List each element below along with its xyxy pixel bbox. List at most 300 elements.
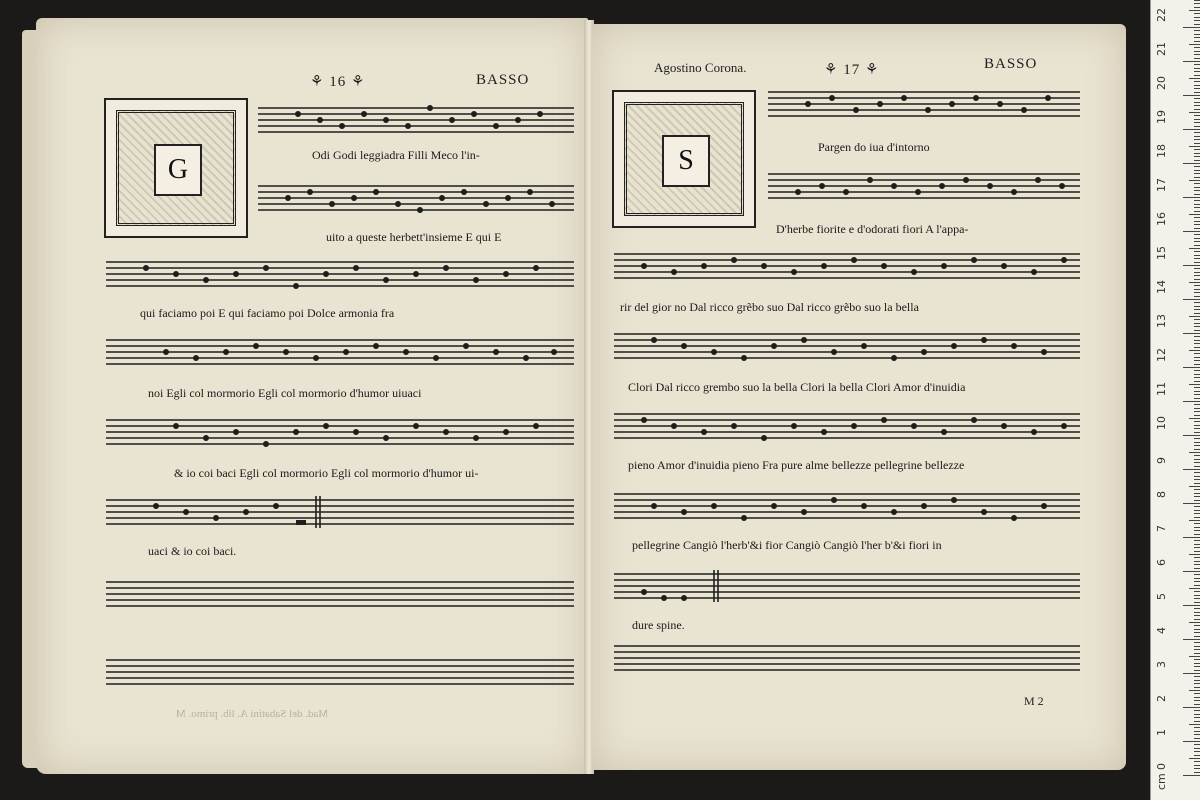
ruler-tick (1194, 751, 1200, 752)
ruler-tick (1194, 602, 1200, 603)
ruler-tick (1183, 333, 1200, 334)
lyric-right-3: rir del gior no Dal ricco grẽbo suo Dal ricco grẽbo suo la bella (620, 300, 919, 314)
ruler-tick (1194, 700, 1200, 701)
ruler-tick (1194, 517, 1200, 518)
ruler-label: 0 (1155, 763, 1168, 770)
ruler-tick (1194, 102, 1200, 103)
ruler-tick (1183, 197, 1200, 198)
ruler-tick (1194, 670, 1200, 671)
ruler-tick (1194, 500, 1200, 501)
ruler-tick (1194, 459, 1200, 460)
ruler-tick (1194, 649, 1200, 650)
ruler-tick (1194, 24, 1200, 25)
ruler-tick (1194, 20, 1200, 21)
signature-mark: M 2 (1024, 694, 1044, 708)
ruler-tick (1194, 207, 1200, 208)
ruler-tick (1194, 513, 1200, 514)
ruler-tick (1194, 693, 1200, 694)
ruler-tick (1194, 30, 1200, 31)
ruler-tick (1183, 265, 1200, 266)
lyric-left-2: uito a queste herbett'insieme E qui E (326, 230, 502, 244)
staff-right-4 (614, 330, 1080, 364)
ruler-tick (1183, 605, 1200, 606)
ruler-tick (1194, 262, 1200, 263)
ruler-tick (1194, 561, 1200, 562)
ruler-tick (1194, 629, 1200, 630)
ruler-label: 3 (1155, 661, 1168, 668)
ruler-tick (1189, 384, 1200, 385)
ruler-tick (1194, 595, 1200, 596)
ruler-label: 15 (1155, 246, 1168, 260)
ruler-tick (1194, 738, 1200, 739)
staff-right-5 (614, 410, 1080, 444)
ruler-tick (1194, 64, 1200, 65)
ruler-tick (1194, 194, 1200, 195)
ruler-tick (1194, 37, 1200, 38)
ruler-tick (1194, 224, 1200, 225)
ruler-tick (1194, 466, 1200, 467)
ruler-tick (1194, 115, 1200, 116)
ruler-tick (1194, 564, 1200, 565)
ruler-tick (1194, 387, 1200, 388)
ruler-tick (1183, 639, 1200, 640)
ruler-tick (1194, 370, 1200, 371)
ruler-tick (1194, 615, 1200, 616)
ruler-tick (1194, 428, 1200, 429)
ruler-label: 16 (1155, 212, 1168, 226)
ruler-tick (1194, 612, 1200, 613)
ruler-label: 8 (1155, 491, 1168, 498)
ruler-tick (1194, 527, 1200, 528)
ruler-tick (1194, 680, 1200, 681)
ruler-label: 4 (1155, 627, 1168, 634)
ruler-tick (1194, 744, 1200, 745)
ruler-tick (1183, 163, 1200, 164)
staff-left-3 (106, 258, 574, 292)
ruler-tick (1183, 299, 1200, 300)
ruler-tick (1194, 122, 1200, 123)
ruler-tick (1194, 704, 1200, 705)
ruler-tick (1194, 411, 1200, 412)
ruler-tick (1194, 455, 1200, 456)
ruler-tick (1194, 326, 1200, 327)
ruler-tick (1194, 139, 1200, 140)
ruler-tick (1194, 523, 1200, 524)
ruler-tick (1194, 377, 1200, 378)
ruler-tick (1194, 727, 1200, 728)
ruler-tick (1194, 761, 1200, 762)
ruler-tick (1194, 659, 1200, 660)
ruler-tick (1194, 625, 1200, 626)
ruler-tick (1194, 309, 1200, 310)
left-page (36, 18, 588, 774)
ruler-label: 2 (1155, 695, 1168, 702)
ruler-tick (1194, 353, 1200, 354)
measuring-ruler (1150, 0, 1200, 800)
staff-right-1 (768, 88, 1080, 122)
ruler-label: 20 (1155, 76, 1168, 90)
ruler-tick (1194, 190, 1200, 191)
ruler-tick (1194, 557, 1200, 558)
ruler-tick (1189, 690, 1200, 691)
ruler-tick (1189, 282, 1200, 283)
ruler-tick (1194, 357, 1200, 358)
ruler-tick (1189, 180, 1200, 181)
right-page-number-text: 17 (843, 62, 861, 78)
ruler-tick (1183, 367, 1200, 368)
ruler-tick (1189, 758, 1200, 759)
ruler-tick (1194, 292, 1200, 293)
ruler-tick (1194, 608, 1200, 609)
ruler-label: 9 (1155, 457, 1168, 464)
lyric-left-3: qui faciamo poi E qui faciamo poi Dolce armonia fra (140, 306, 395, 320)
staff-left-6 (106, 496, 574, 530)
ruler-tick (1189, 588, 1200, 589)
ruler-tick (1194, 687, 1200, 688)
ruler-tick (1194, 534, 1200, 535)
decorated-initial-g (104, 98, 248, 238)
ruler-tick (1194, 160, 1200, 161)
ruler-tick (1194, 177, 1200, 178)
ruler-tick (1189, 78, 1200, 79)
ruler-tick (1194, 336, 1200, 337)
ruler-tick (1194, 391, 1200, 392)
ruler-tick (1194, 415, 1200, 416)
left-page-number (310, 72, 365, 91)
ruler-tick (1194, 598, 1200, 599)
ruler-tick (1194, 275, 1200, 276)
right-voice-label: BASSO (984, 56, 1038, 72)
ruler-tick (1194, 58, 1200, 59)
ruler-tick (1194, 173, 1200, 174)
lyric-left-5: & io coi baci Egli col mormorio Egli col mormorio d'humor ui- (174, 466, 479, 480)
ruler-label: 13 (1155, 314, 1168, 328)
initial-letter-g: G (154, 144, 202, 196)
ruler-tick (1183, 27, 1200, 28)
ruler-tick (1194, 676, 1200, 677)
ruler-tick (1194, 731, 1200, 732)
ruler-tick (1194, 408, 1200, 409)
ruler-tick (1183, 401, 1200, 402)
lyric-right-4: Clori Dal ricco grembo suo la bella Clori la bella Clori Amor d'inuidia (628, 380, 966, 394)
ruler-tick (1183, 707, 1200, 708)
ruler-tick (1194, 479, 1200, 480)
initial-letter-s: S (662, 135, 710, 187)
ruler-tick (1194, 425, 1200, 426)
ruler-tick (1194, 438, 1200, 439)
ruler-tick (1194, 3, 1200, 4)
ruler-tick (1189, 146, 1200, 147)
lyric-left-4: noi Egli col mormorio Egli col mormorio d'humor uiuaci (148, 386, 422, 400)
ruler-tick (1194, 381, 1200, 382)
ruler-tick (1194, 302, 1200, 303)
ruler-tick (1194, 540, 1200, 541)
ruler-label: 14 (1155, 280, 1168, 294)
ruler-tick (1189, 10, 1200, 11)
ruler-tick (1194, 578, 1200, 579)
ruler-tick (1194, 228, 1200, 229)
ruler-tick (1194, 530, 1200, 531)
decorated-initial-s (612, 90, 756, 228)
ruler-tick (1183, 231, 1200, 232)
ruler-tick (1194, 68, 1200, 69)
lyric-right-1: Pargen do iua d'intorno (818, 140, 930, 154)
ruler-tick (1194, 313, 1200, 314)
ruler-tick (1194, 632, 1200, 633)
ruler-tick (1194, 71, 1200, 72)
ruler-tick (1194, 238, 1200, 239)
ruler-tick (1183, 95, 1200, 96)
author-name: Agostino Corona. (654, 60, 747, 75)
ruler-tick (1194, 489, 1200, 490)
ruler-tick (1194, 683, 1200, 684)
ruler-tick (1194, 245, 1200, 246)
ruler-tick (1183, 435, 1200, 436)
ruler-tick (1194, 306, 1200, 307)
ruler-tick (1194, 445, 1200, 446)
ruler-tick (1189, 622, 1200, 623)
fleuron-icon: ⚘ (346, 74, 366, 90)
ruler-tick (1194, 398, 1200, 399)
ruler-tick (1194, 51, 1200, 52)
ruler-tick (1194, 765, 1200, 766)
left-voice-label: BASSO (476, 72, 530, 88)
ruler-tick (1194, 13, 1200, 14)
staff-right-2 (768, 170, 1080, 204)
lyric-left-1: Odi Godi leggiadra Filli Meco l'in- (312, 148, 480, 162)
ruler-tick (1194, 347, 1200, 348)
ruler-tick (1194, 211, 1200, 212)
ruler-tick (1194, 81, 1200, 82)
ruler-tick (1194, 41, 1200, 42)
ruler-tick (1194, 717, 1200, 718)
ruler-tick (1183, 61, 1200, 62)
ruler-tick (1194, 221, 1200, 222)
ruler-tick (1194, 483, 1200, 484)
ruler-tick (1194, 85, 1200, 86)
staff-left-2 (258, 182, 574, 216)
ruler-tick (1194, 289, 1200, 290)
ruler-tick (1194, 374, 1200, 375)
ruler-label: 11 (1155, 382, 1168, 396)
ruler-tick (1194, 105, 1200, 106)
ruler-tick (1194, 394, 1200, 395)
ruler-tick (1194, 714, 1200, 715)
ruler-tick (1183, 503, 1200, 504)
ruler-tick (1194, 272, 1200, 273)
ruler-tick (1189, 724, 1200, 725)
ruler-tick (1194, 143, 1200, 144)
ruler-tick (1194, 666, 1200, 667)
ruler-label: 19 (1155, 110, 1168, 124)
ruler-tick (1194, 285, 1200, 286)
ruler-tick (1194, 98, 1200, 99)
ruler-label: 17 (1155, 178, 1168, 192)
ruler-tick (1194, 330, 1200, 331)
ruler-label: 12 (1155, 348, 1168, 362)
ruler-tick (1194, 323, 1200, 324)
ruler-tick (1194, 653, 1200, 654)
fleuron-icon: ⚘ (310, 74, 330, 90)
ruler-label: 7 (1155, 525, 1168, 532)
right-page (592, 24, 1126, 770)
ruler-tick (1183, 775, 1200, 776)
ruler-tick (1194, 153, 1200, 154)
ruler-tick (1194, 156, 1200, 157)
ruler-tick (1194, 255, 1200, 256)
ruler-tick (1194, 364, 1200, 365)
staff-right-7 (614, 570, 1080, 604)
ruler-tick (1194, 126, 1200, 127)
ruler-tick (1189, 214, 1200, 215)
ruler-tick (1189, 418, 1200, 419)
ruler-tick (1194, 547, 1200, 548)
ruler-tick (1194, 0, 1200, 1)
ruler-tick (1194, 493, 1200, 494)
staff-left-1 (258, 104, 574, 138)
ruler-tick (1183, 129, 1200, 130)
ruler-tick (1189, 44, 1200, 45)
ruler-tick (1189, 520, 1200, 521)
staff-left-blank-1 (106, 578, 574, 612)
ruler-tick (1194, 34, 1200, 35)
ruler-tick (1194, 170, 1200, 171)
ruler-tick (1194, 755, 1200, 756)
ruler-tick (1194, 462, 1200, 463)
bleed-through-footer: Mad. del Sabatini A. lib. primo. M (176, 708, 329, 720)
ruler-tick (1194, 697, 1200, 698)
ruler-tick (1194, 92, 1200, 93)
ruler-tick (1194, 663, 1200, 664)
ruler-tick (1194, 17, 1200, 18)
ruler-tick (1194, 551, 1200, 552)
ruler-tick (1194, 619, 1200, 620)
staff-left-blank-2 (106, 656, 574, 690)
ruler-tick (1194, 343, 1200, 344)
ruler-tick (1194, 568, 1200, 569)
ruler-tick (1194, 636, 1200, 637)
ruler-tick (1194, 476, 1200, 477)
ruler-tick (1194, 591, 1200, 592)
ruler-tick (1194, 581, 1200, 582)
ruler-label: 22 (1155, 8, 1168, 22)
lyric-right-2: D'herbe fiorite e d'odorati fiori A l'appa- (776, 222, 969, 236)
ruler-tick (1194, 506, 1200, 507)
lyric-left-6: uaci & io coi baci. (148, 544, 237, 558)
ruler-tick (1194, 544, 1200, 545)
ruler-tick (1194, 241, 1200, 242)
ruler-tick (1194, 360, 1200, 361)
ruler-tick (1194, 109, 1200, 110)
ruler-unit-label: cm (1155, 773, 1168, 790)
ruler-tick (1194, 432, 1200, 433)
left-page-number-text: 16 (329, 74, 347, 90)
ruler-tick (1194, 442, 1200, 443)
fleuron-icon: ⚘ (860, 62, 880, 78)
ruler-tick (1189, 112, 1200, 113)
ruler-tick (1194, 251, 1200, 252)
ruler-tick (1194, 47, 1200, 48)
ruler-tick (1194, 7, 1200, 8)
ruler-tick (1183, 673, 1200, 674)
ruler-tick (1194, 642, 1200, 643)
ruler-tick (1194, 472, 1200, 473)
ruler-tick (1183, 469, 1200, 470)
ruler-tick (1194, 748, 1200, 749)
ruler-tick (1189, 452, 1200, 453)
lyric-right-6: pellegrine Cangiò l'herb'&i fior Cangiò Cangiò l'her b'&i fiori in (632, 538, 942, 552)
staff-right-3 (614, 250, 1080, 284)
ruler-tick (1189, 554, 1200, 555)
ruler-tick (1194, 404, 1200, 405)
lyric-right-7: dure spine. (632, 618, 685, 632)
ruler-tick (1183, 741, 1200, 742)
ruler-tick (1194, 340, 1200, 341)
ruler-tick (1194, 319, 1200, 320)
ruler-tick (1194, 166, 1200, 167)
staff-left-5 (106, 416, 574, 450)
ruler-tick (1194, 119, 1200, 120)
staff-right-blank (614, 642, 1080, 676)
fleuron-icon: ⚘ (824, 62, 844, 78)
ruler-tick (1194, 449, 1200, 450)
right-page-number (824, 60, 879, 79)
ruler-label: 1 (1155, 729, 1168, 736)
ruler-tick (1194, 585, 1200, 586)
lyric-right-5: pieno Amor d'inuidia pieno Fra pure alme bellezze pellegrine bellezze (628, 458, 965, 472)
ruler-tick (1194, 234, 1200, 235)
ruler-tick (1194, 88, 1200, 89)
ruler-tick (1183, 537, 1200, 538)
ruler-tick (1194, 149, 1200, 150)
ruler-tick (1194, 187, 1200, 188)
ruler-tick (1194, 772, 1200, 773)
ruler-tick (1194, 136, 1200, 137)
ruler-tick (1194, 132, 1200, 133)
ruler-label: 6 (1155, 559, 1168, 566)
ruler-tick (1194, 75, 1200, 76)
ruler-tick (1194, 258, 1200, 259)
ruler-tick (1189, 248, 1200, 249)
ruler-tick (1194, 183, 1200, 184)
ruler-tick (1194, 204, 1200, 205)
ruler-label: 21 (1155, 42, 1168, 56)
ruler-tick (1189, 656, 1200, 657)
ruler-tick (1183, 571, 1200, 572)
staff-right-6 (614, 490, 1080, 524)
ruler-tick (1189, 486, 1200, 487)
ruler-tick (1194, 296, 1200, 297)
ruler-tick (1194, 510, 1200, 511)
ruler-label: 18 (1155, 144, 1168, 158)
ruler-tick (1194, 200, 1200, 201)
ruler-tick (1189, 316, 1200, 317)
ruler-tick (1194, 268, 1200, 269)
ruler-tick (1194, 734, 1200, 735)
ruler-tick (1189, 350, 1200, 351)
ruler-tick (1194, 768, 1200, 769)
ruler-tick (1194, 421, 1200, 422)
ruler-tick (1194, 574, 1200, 575)
ruler-tick (1194, 646, 1200, 647)
ruler-label: 5 (1155, 593, 1168, 600)
ruler-tick (1194, 710, 1200, 711)
ruler-tick (1194, 217, 1200, 218)
ruler-tick (1194, 279, 1200, 280)
staff-left-4 (106, 336, 574, 370)
ruler-tick (1194, 54, 1200, 55)
ruler-tick (1194, 721, 1200, 722)
